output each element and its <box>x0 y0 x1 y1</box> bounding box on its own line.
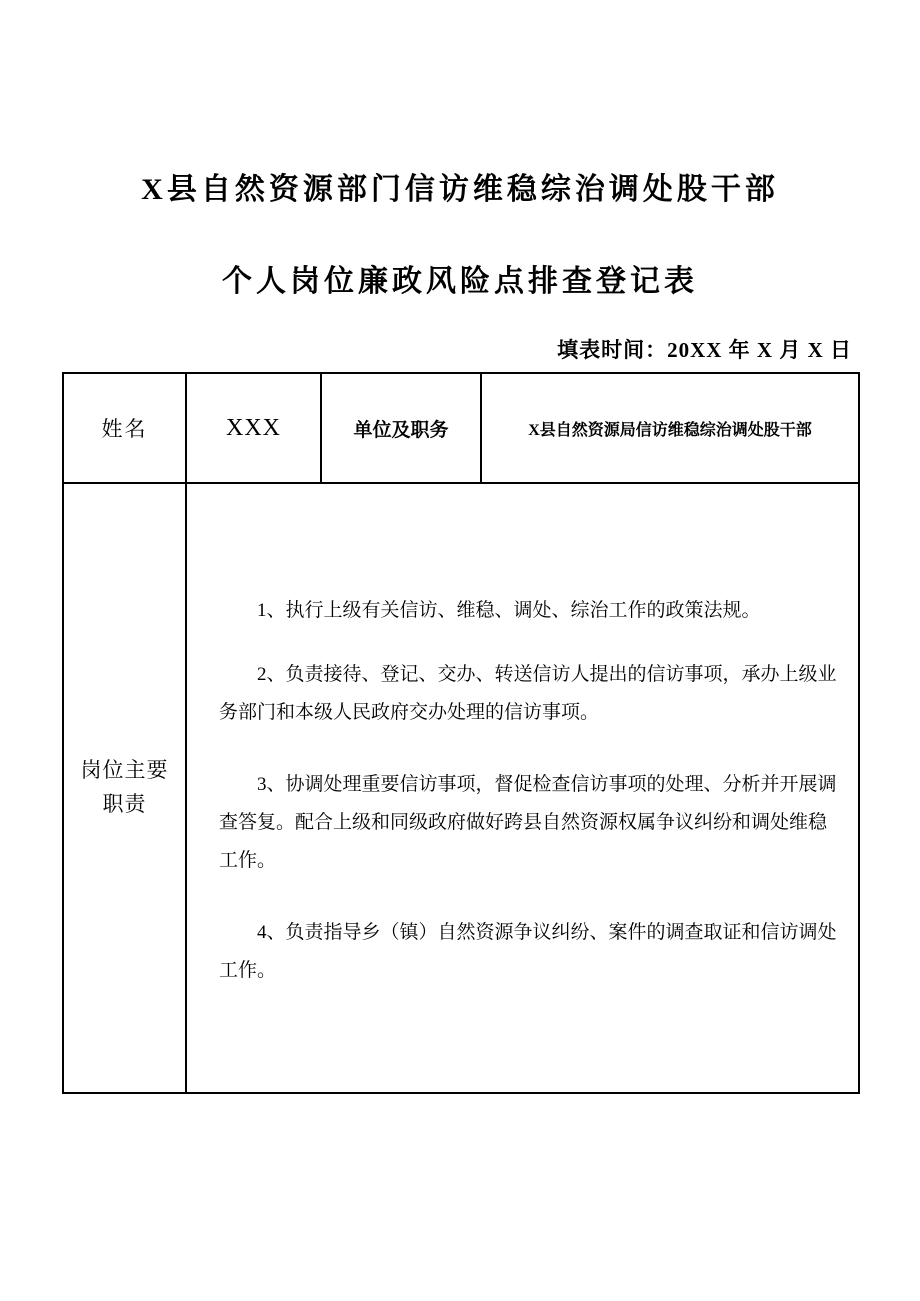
name-label-cell: 姓名 <box>63 373 186 483</box>
fill-time-label: 填表时间：20XX 年 X 月 X 日 <box>557 338 852 362</box>
name-value-cell: XXX <box>186 373 321 483</box>
duty-item-3: 3、协调处理重要信访事项，督促检查信访事项的处理、分析并开展调查答复。配合上级和同级政府做好跨县自然资源权属争议纠纷和调处维稳工作。 <box>219 774 837 871</box>
duty-item-4: 4、负责指导乡（镇）自然资源争议纠纷、案件的调查取证和信访调处工作。 <box>219 922 837 981</box>
duty-content-cell <box>186 483 859 1093</box>
table-row-duties <box>63 483 859 1093</box>
document-title-line2: 个人岗位廉政风险点排查登记表 <box>222 265 698 298</box>
position-label-cell: 单位及职务 <box>321 373 481 483</box>
duty-item-1: 1、执行上级有关信访、维稳、调处、综治工作的政策法规。 <box>257 600 761 621</box>
duty-item-2: 2、负责接待、登记、交办、转送信访人提出的信访事项，承办上级业务部门和本级人民政府交办处理的信访事项。 <box>219 664 837 723</box>
table-row-header <box>63 373 859 483</box>
document-title-line1: X县自然资源部门信访维稳综治调处股干部 <box>141 173 779 206</box>
duty-label-cell: 岗位主要职责 <box>63 483 186 1093</box>
registration-form-table <box>62 372 860 1094</box>
position-value-cell: X县自然资源局信访维稳综治调处股干部 <box>481 373 859 483</box>
